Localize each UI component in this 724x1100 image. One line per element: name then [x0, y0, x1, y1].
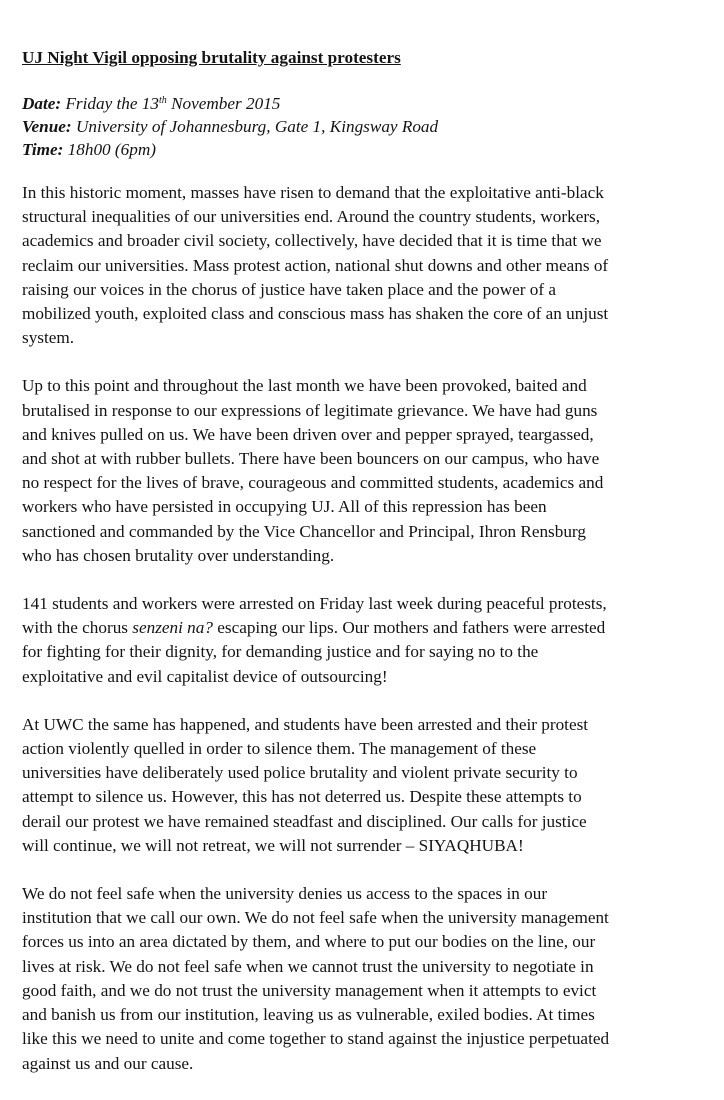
paragraph-line: We do not feel safe when the university denies us access to the spaces in our: [22, 884, 548, 904]
event-details: [22, 92, 712, 161]
paragraph-line: 141 students and workers were arrested on Friday last week during peaceful protests,: [22, 594, 607, 614]
paragraph-line: raising our voices in the chorus of justice have taken place and the power of a: [22, 279, 557, 299]
time-value: 18h00 (6pm): [67, 140, 156, 159]
paragraph-line: exploitative and evil capitalist device of outsourcing!: [22, 666, 388, 686]
date-suffix: November 2015: [166, 94, 281, 113]
paragraph-line: lives at risk. We do not feel safe when we cannot trust the university to negotiate in: [22, 956, 594, 976]
event-time: [22, 138, 712, 161]
time-label: Time:: [22, 140, 64, 159]
paragraph-line: and knives pulled on us. We have been driven over and pepper sprayed, teargassed,: [22, 424, 594, 444]
paragraph-historic-moment: [22, 181, 712, 350]
paragraph-line: Up to this point and throughout the last month we have been provoked, baited and: [22, 376, 587, 396]
date-superscript: th: [159, 95, 167, 106]
paragraph-line: who has chosen brutality over understanding.: [22, 545, 335, 565]
paragraph-line: workers who have persisted in occupying UJ. All of this repression has been: [22, 497, 547, 517]
paragraph-provoked: [22, 374, 712, 568]
paragraph-line: In this historic moment, masses have risen to demand that the exploitative anti-black: [22, 183, 604, 202]
paragraph-line: derail our protest we have remained steadfast and disciplined. Our calls for justice: [22, 811, 587, 831]
paragraph-line: brutalised in response to our expressions of legitimate grievance. We have had guns: [22, 400, 598, 420]
paragraph-line: institution that we call our own. We do not feel safe when the university management: [22, 908, 609, 928]
paragraph-line: mobilized youth, exploited class and conscious mass has shaken the core of an unjust: [22, 304, 609, 324]
paragraph-line: and shot at with rubber bullets. There have been bouncers on our campus, who have: [22, 449, 600, 469]
paragraph-line: forces us into an area dictated by them, and where to put our bodies on the line, our: [22, 932, 596, 952]
paragraph-line: action violently quelled in order to silence them. The management of these: [22, 739, 537, 759]
document-page: [22, 46, 712, 1100]
paragraph-uwc: [22, 713, 712, 858]
event-date: [22, 92, 712, 115]
paragraph-line: against us and our cause.: [22, 1053, 194, 1073]
paragraph-line: [22, 616, 712, 640]
date-label: Date:: [22, 94, 62, 113]
venue-value: University of Johannesburg, Gate 1, Kingsway Road: [75, 117, 439, 136]
paragraph-line: attempt to silence us. However, this has not deterred us. Despite these attempts to: [22, 787, 582, 807]
date-value: [65, 94, 280, 113]
paragraph-arrests: [22, 592, 712, 689]
document-title: UJ Night Vigil opposing brutality against protesters: [22, 48, 401, 67]
line-text: escaping our lips. Our mothers and fathers were arrested: [212, 618, 606, 638]
paragraph-line: academics and broader civil society, collectively, have decided that it is time that we: [22, 231, 602, 251]
paragraph-not-safe: [22, 882, 712, 1076]
event-venue: [22, 115, 712, 138]
paragraph-line: like this we need to unite and come together to stand against the injustice perpetuated: [22, 1029, 610, 1049]
paragraph-line: At UWC the same has happened, and students have been arrested and their protest: [22, 714, 589, 734]
senzeni-na-phrase: senzeni na?: [132, 618, 213, 638]
paragraph-line: structural inequalities of our universities end. Around the country students, workers,: [22, 207, 601, 227]
line-text: with the chorus: [22, 618, 133, 638]
venue-label: Venue:: [22, 117, 72, 136]
paragraph-line: system.: [22, 328, 75, 348]
paragraph-line: for fighting for their dignity, for demanding justice and for saying no to the: [22, 642, 539, 662]
date-prefix: Friday the 13: [65, 94, 159, 113]
paragraph-line: no respect for the lives of brave, courageous and committed students, academics and: [22, 473, 604, 493]
paragraph-line: will continue, we will not retreat, we will not surrender – SIYAQHUBA!: [22, 835, 524, 855]
paragraph-line: universities have deliberately used police brutality and violent private security to: [22, 763, 578, 783]
paragraph-line: good faith, and we do not trust the university management when it attempts to evict: [22, 980, 597, 1000]
paragraph-line: reclaim our universities. Mass protest action, national shut downs and other means of: [22, 255, 609, 275]
paragraph-line: sanctioned and commanded by the Vice Chancellor and Principal, Ihron Rensburg: [22, 521, 586, 541]
paragraph-line: and banish us from our institution, leaving us as vulnerable, exiled bodies. At times: [22, 1005, 595, 1025]
